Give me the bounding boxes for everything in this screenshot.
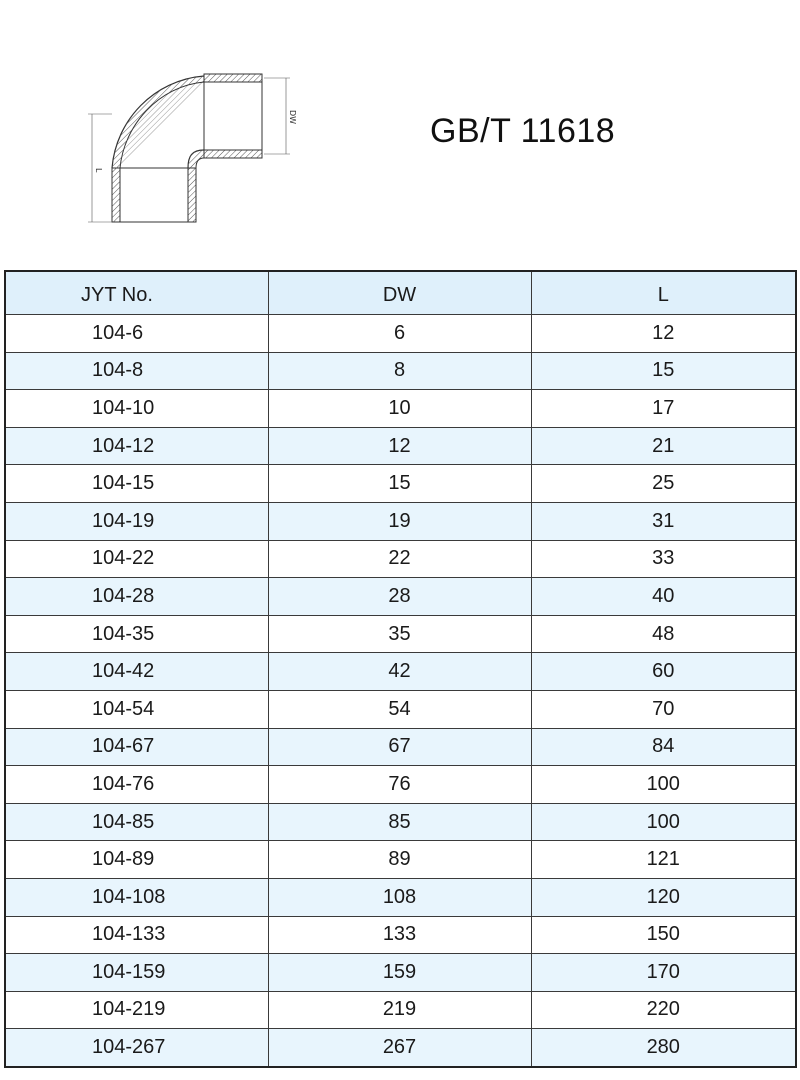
cell-dw: 108 [268,878,531,916]
dw-dimension [264,78,297,154]
cell-dw: 6 [268,315,531,353]
table-row [5,390,796,428]
table-row [5,653,796,691]
cell-jyt-no: 104-267 [5,1029,268,1067]
cell-l: 121 [531,841,796,879]
cell-jyt-no: 104-22 [5,540,268,578]
l-dimension [88,114,112,222]
cell-jyt-no: 104-8 [5,352,268,390]
cell-jyt-no: 104-89 [5,841,268,879]
cell-l: 280 [531,1029,796,1067]
cell-l: 17 [531,390,796,428]
table-body [5,315,796,1067]
cell-jyt-no: 104-35 [5,615,268,653]
cell-dw: 22 [268,540,531,578]
cell-jyt-no: 104-108 [5,878,268,916]
header-dw: DW [268,271,531,315]
cell-dw: 42 [268,653,531,691]
cell-dw: 12 [268,427,531,465]
cell-dw: 8 [268,352,531,390]
table-row [5,615,796,653]
table-row [5,728,796,766]
cell-l: 40 [531,578,796,616]
table-row [5,916,796,954]
table-row [5,540,796,578]
elbow-fitting-drawing [84,70,314,230]
table-row [5,803,796,841]
cell-l: 220 [531,991,796,1029]
table-row [5,1029,796,1067]
table-row [5,690,796,728]
cell-jyt-no: 104-159 [5,954,268,992]
l-label: L [94,168,103,173]
table-row [5,841,796,879]
table-row [5,954,796,992]
header-l: L [531,271,796,315]
cell-dw: 35 [268,615,531,653]
table-row [5,878,796,916]
header-jyt-no: JYT No. [5,271,268,315]
dw-label: DW [288,110,297,125]
cell-jyt-no: 104-12 [5,427,268,465]
table-row [5,502,796,540]
cell-l: 100 [531,803,796,841]
table-row [5,578,796,616]
cell-dw: 89 [268,841,531,879]
cell-jyt-no: 104-28 [5,578,268,616]
cell-dw: 219 [268,991,531,1029]
right-socket [204,74,262,158]
cell-dw: 54 [268,690,531,728]
cell-dw: 267 [268,1029,531,1067]
table-row [5,465,796,503]
spec-table [4,270,797,1068]
cell-dw: 76 [268,766,531,804]
cell-l: 21 [531,427,796,465]
cell-jyt-no: 104-67 [5,728,268,766]
cell-l: 60 [531,653,796,691]
cell-l: 150 [531,916,796,954]
standard-title: GB/T 11618 [430,112,616,150]
cell-l: 31 [531,502,796,540]
cell-l: 120 [531,878,796,916]
cell-l: 70 [531,690,796,728]
cell-dw: 15 [268,465,531,503]
table-header-row [5,271,796,315]
cell-jyt-no: 104-54 [5,690,268,728]
cell-jyt-no: 104-76 [5,766,268,804]
table-row [5,766,796,804]
cell-jyt-no: 104-133 [5,916,268,954]
cell-dw: 67 [268,728,531,766]
cell-l: 170 [531,954,796,992]
cell-dw: 159 [268,954,531,992]
bottom-socket [112,168,196,222]
table-row [5,352,796,390]
cell-jyt-no: 104-15 [5,465,268,503]
cell-dw: 85 [268,803,531,841]
table-row [5,427,796,465]
cell-l: 12 [531,315,796,353]
cell-jyt-no: 104-6 [5,315,268,353]
cell-dw: 10 [268,390,531,428]
cell-jyt-no: 104-19 [5,502,268,540]
cell-l: 15 [531,352,796,390]
cell-dw: 133 [268,916,531,954]
cell-dw: 19 [268,502,531,540]
cell-jyt-no: 104-10 [5,390,268,428]
cell-jyt-no: 104-42 [5,653,268,691]
cell-l: 84 [531,728,796,766]
cell-l: 33 [531,540,796,578]
cell-l: 100 [531,766,796,804]
table-row [5,315,796,353]
cell-dw: 28 [268,578,531,616]
table-row [5,991,796,1029]
cell-l: 25 [531,465,796,503]
cell-jyt-no: 104-219 [5,991,268,1029]
cell-l: 48 [531,615,796,653]
cell-jyt-no: 104-85 [5,803,268,841]
